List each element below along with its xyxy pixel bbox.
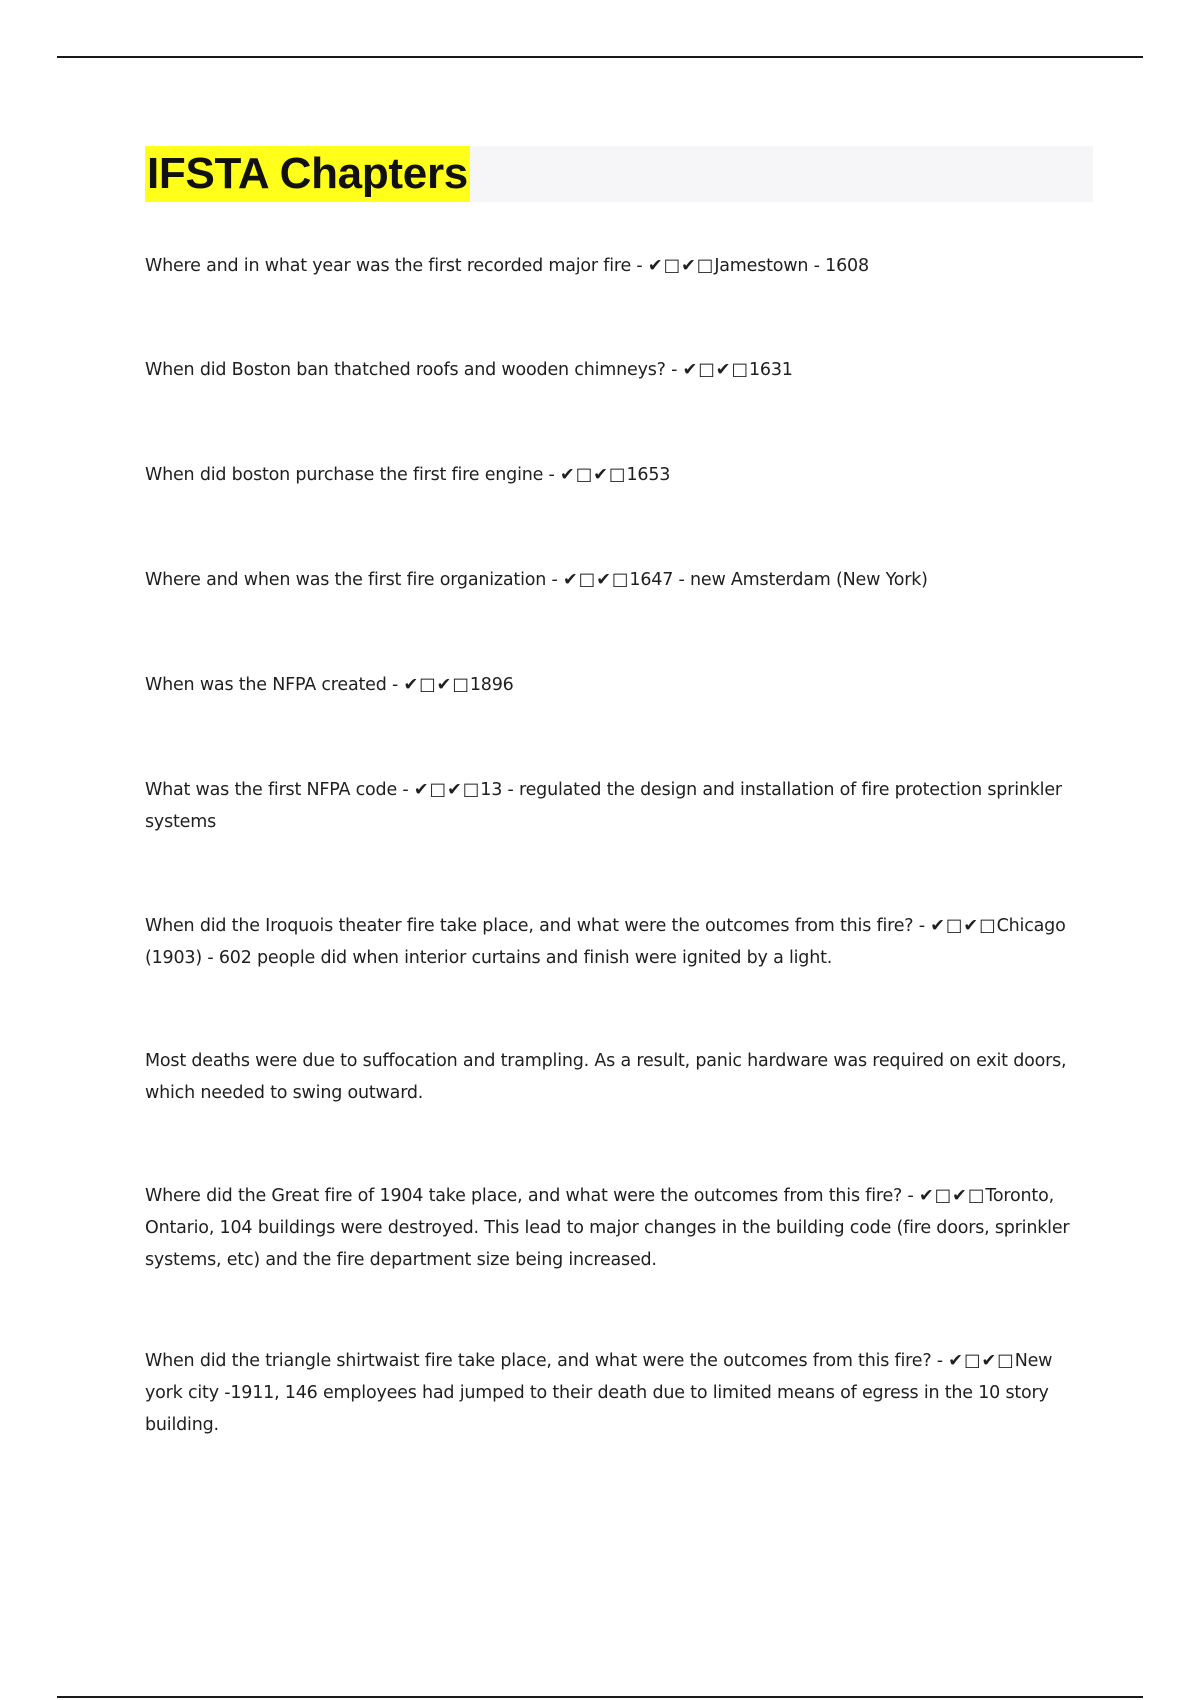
qa-entry: [145, 774, 1075, 838]
qa-entry: [145, 564, 1075, 596]
question-text: What was the first NFPA code -: [145, 780, 414, 800]
answer-marks-icon: ✔□✔□: [647, 256, 715, 276]
qa-entry: [145, 250, 1075, 282]
answer-text: 1647 - new Amsterdam (New York): [629, 570, 928, 590]
qa-entry: [145, 910, 1075, 974]
question-text: Where and when was the first fire organization -: [145, 570, 563, 590]
answer-marks-icon: ✔□✔□: [918, 1186, 986, 1206]
answer-text: 13 - regulated the design and installation of fire protection sprinkler systems: [145, 780, 1062, 832]
qa-entry: [145, 354, 1075, 386]
qa-entry: [145, 669, 1075, 701]
answer-text: 1896: [469, 675, 514, 695]
question-text: When did the Iroquois theater fire take place, and what were the outcomes from this fire? -: [145, 916, 931, 936]
qa-entry: [145, 1345, 1075, 1441]
answer-marks-icon: ✔□✔□: [560, 465, 627, 485]
answer-text: 1631: [748, 360, 793, 380]
top-rule: [57, 56, 1143, 58]
qa-continuation: [145, 1045, 1075, 1109]
answer-text: New york city -1911, 146 employees had jumped to their death due to limited means of egress in the 10 story building.: [145, 1351, 1053, 1435]
answer-marks-icon: ✔□✔□: [403, 675, 470, 695]
bottom-rule: [57, 1696, 1143, 1698]
answer-text: Most deaths were due to suffocation and trampling. As a result, panic hardware was required on exit doors, which needed to swing outward.: [145, 1051, 1067, 1103]
question-text: When did boston purchase the first fire engine -: [145, 465, 561, 485]
answer-text: Chicago (1903) - 602 people did when interior curtains and finish were ignited by a light.: [145, 916, 1066, 968]
question-text: When was the NFPA created -: [145, 675, 404, 695]
document-title: IFSTA Chapters: [145, 146, 470, 202]
question-text: When did Boston ban thatched roofs and wooden chimneys? -: [145, 360, 683, 380]
answer-marks-icon: ✔□✔□: [930, 916, 997, 936]
answer-marks-icon: ✔□✔□: [682, 360, 749, 380]
question-text: Where did the Great fire of 1904 take place, and what were the outcomes from this fire? -: [145, 1186, 919, 1206]
answer-marks-icon: ✔□✔□: [948, 1351, 1015, 1371]
qa-entry: [145, 1180, 1075, 1276]
question-text: When did the triangle shirtwaist fire take place, and what were the outcomes from this fire? -: [145, 1351, 949, 1371]
question-text: Where and in what year was the first recorded major fire -: [145, 256, 648, 276]
answer-marks-icon: ✔□✔□: [563, 570, 630, 590]
qa-entry: [145, 459, 1075, 491]
answer-marks-icon: ✔□✔□: [413, 780, 481, 800]
answer-text: Toronto, Ontario, 104 buildings were destroyed. This lead to major changes in the building code (fire doors, sprinkler systems, etc) and the fire department size being increased.: [145, 1186, 1070, 1270]
answer-text: Jamestown - 1608: [714, 256, 869, 276]
answer-text: 1653: [626, 465, 671, 485]
